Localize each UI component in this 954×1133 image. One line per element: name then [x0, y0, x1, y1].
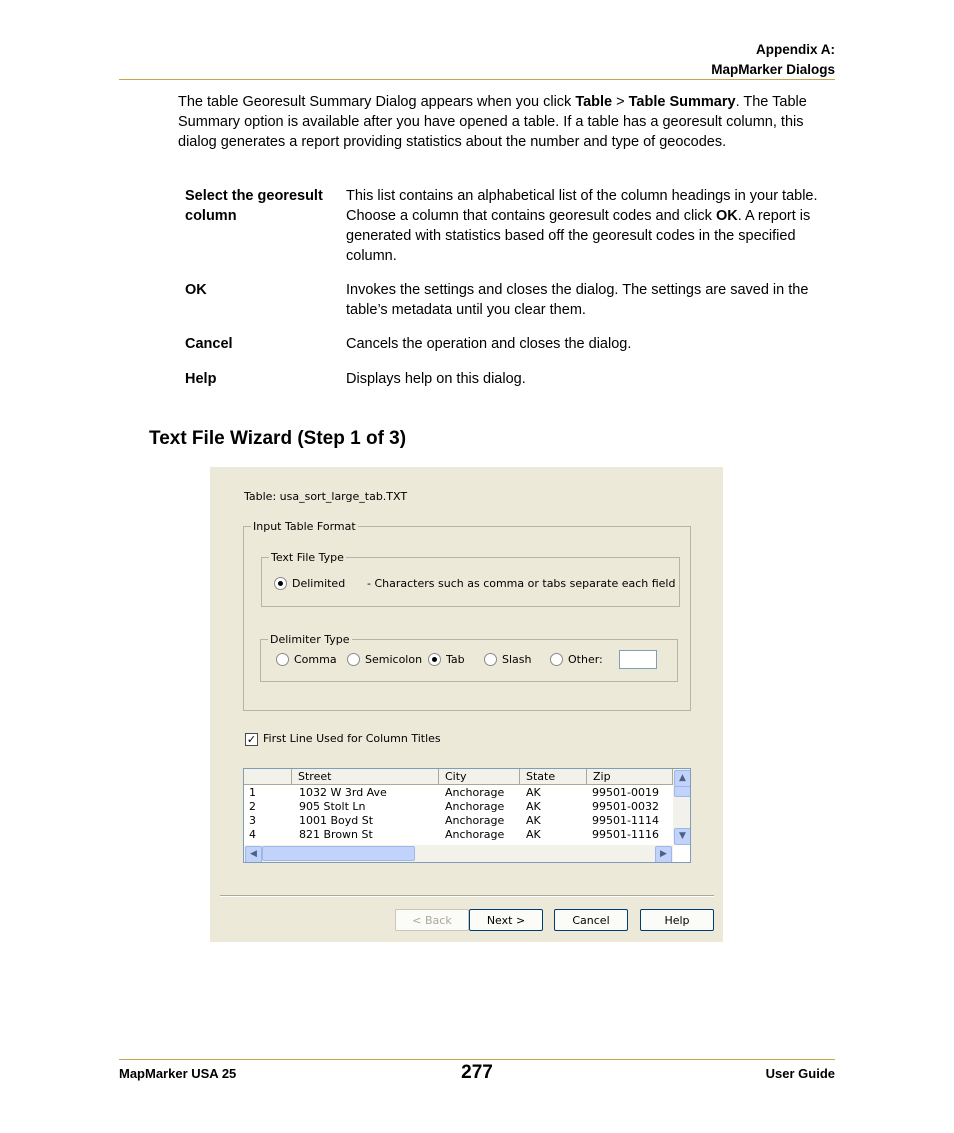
header-rule [119, 79, 835, 80]
definition-term: Help [185, 371, 217, 387]
footer-guide: User Guide [765, 1066, 835, 1081]
radio-selected-icon [428, 653, 441, 666]
comma-label: Comma [294, 653, 337, 666]
intro-text-3: . The Table Summary option is available after you have opened a table. If a table has a georesult column, this dialog generates a report providing statistics about the number and type of geocodes. [178, 94, 807, 150]
table-cell: Anchorage [445, 814, 505, 827]
table-cell: Anchorage [445, 828, 505, 841]
scroll-right-icon[interactable]: ▶ [655, 846, 672, 863]
first-line-label: First Line Used for Column Titles [263, 732, 441, 745]
slash-label: Slash [502, 653, 532, 666]
input-format-legend: Input Table Format [253, 520, 356, 533]
semicolon-radio[interactable] [347, 653, 422, 666]
radio-icon [484, 653, 497, 666]
delimited-label: Delimited [292, 577, 346, 590]
other-radio[interactable] [550, 653, 603, 666]
table-cell: AK [526, 828, 541, 841]
definition-list [185, 186, 835, 403]
slash-radio[interactable] [484, 653, 531, 666]
intro-bold-table: Table [575, 94, 613, 110]
section-title: Text File Wizard (Step 1 of 3) [149, 428, 407, 449]
button-separator [220, 895, 714, 897]
table-header-cell[interactable]: State [520, 769, 587, 785]
first-line-checkbox[interactable]: ✓ [246, 733, 257, 746]
delimited-radio[interactable] [274, 577, 345, 590]
intro-bold-summary: Table Summary [628, 94, 736, 110]
delimited-description: - Characters such as comma or tabs separate each field [367, 577, 676, 590]
definition-desc-text: . A report is generated with statistics based off the georesult codes in the specified column. [346, 208, 811, 264]
table-header-cell [244, 769, 292, 785]
radio-selected-icon [274, 577, 287, 590]
definition-term: Cancel [185, 336, 233, 352]
table-header-cell[interactable]: Zip [587, 769, 673, 785]
definition-desc-bold: OK [715, 208, 738, 224]
other-label: Other: [568, 653, 603, 666]
footer-product: MapMarker USA 25 [119, 1066, 237, 1081]
table-cell: 99501-1116 [592, 828, 659, 841]
definition-term: OK [185, 282, 207, 298]
intro-text-1: The table Georesult Summary Dialog appears when you click [178, 94, 576, 110]
vertical-scroll-thumb[interactable] [674, 786, 691, 797]
table-cell: Anchorage [445, 800, 505, 813]
header-appendix: Appendix A: [756, 42, 835, 57]
next-button[interactable]: Next > [469, 909, 543, 931]
page-header [711, 40, 835, 80]
table-cell: 4 [249, 828, 256, 841]
semicolon-label: Semicolon [365, 653, 423, 666]
table-cell: 1 [249, 786, 256, 799]
back-button[interactable]: < Back [395, 909, 469, 931]
definition-desc-text: This list contains an alphabetical list of the column headings in your table. Choose a column that contains georesult codes and click [346, 188, 818, 224]
scroll-down-icon[interactable]: ▼ [674, 828, 691, 845]
table-cell: AK [526, 786, 541, 799]
scroll-left-icon[interactable]: ◀ [245, 846, 262, 863]
definition-desc: Cancels the operation and closes the dialog. [346, 336, 632, 352]
footer-rule [119, 1059, 835, 1060]
table-cell: 1032 W 3rd Ave [299, 786, 387, 799]
vertical-scrollbar[interactable] [673, 769, 690, 845]
intro-text-2: > [612, 94, 629, 110]
cancel-button[interactable]: Cancel [554, 909, 628, 931]
table-cell: 3 [249, 814, 256, 827]
comma-radio[interactable] [276, 653, 337, 666]
preview-table[interactable] [243, 768, 691, 863]
help-button[interactable]: Help [640, 909, 714, 931]
definition-desc: Invokes the settings and closes the dialog. The settings are saved in the table’s metadata until you clear them. [346, 282, 809, 318]
delimiter-type-legend: Delimiter Type [270, 633, 350, 646]
header-chapter: MapMarker Dialogs [711, 62, 835, 77]
definition-row [185, 334, 835, 354]
tab-radio[interactable] [428, 653, 465, 666]
definition-row [185, 280, 835, 320]
horizontal-scrollbar[interactable] [244, 845, 673, 862]
table-cell: Anchorage [445, 786, 505, 799]
table-cell: 99501-0019 [592, 786, 659, 799]
scroll-up-icon[interactable]: ▲ [674, 770, 691, 787]
other-delimiter-input[interactable] [619, 650, 657, 669]
table-cell: 1001 Boyd St [299, 814, 374, 827]
text-file-wizard-dialog [210, 467, 723, 942]
radio-icon [550, 653, 563, 666]
table-cell: 821 Brown St [299, 828, 373, 841]
table-cell: AK [526, 814, 541, 827]
table-cell: 905 Stolt Ln [299, 800, 366, 813]
table-label: Table: usa_sort_large_tab.TXT [244, 490, 408, 503]
table-cell: 99501-1114 [592, 814, 659, 827]
intro-paragraph [178, 92, 838, 152]
radio-icon [276, 653, 289, 666]
table-header-cell[interactable]: City [439, 769, 520, 785]
table-cell: AK [526, 800, 541, 813]
page-number: 277 [461, 1062, 493, 1083]
tab-label: Tab [446, 653, 465, 666]
text-file-type-legend: Text File Type [271, 551, 344, 564]
definition-desc [346, 186, 835, 266]
radio-icon [347, 653, 360, 666]
table-cell: 2 [249, 800, 256, 813]
table-cell: 99501-0032 [592, 800, 659, 813]
definition-desc: Displays help on this dialog. [346, 371, 526, 387]
table-header-cell[interactable]: Street [292, 769, 439, 785]
definition-term: Select the georesult column [185, 188, 323, 224]
definition-row [185, 369, 835, 389]
definition-row [185, 186, 835, 266]
horizontal-scroll-thumb[interactable] [262, 846, 415, 861]
